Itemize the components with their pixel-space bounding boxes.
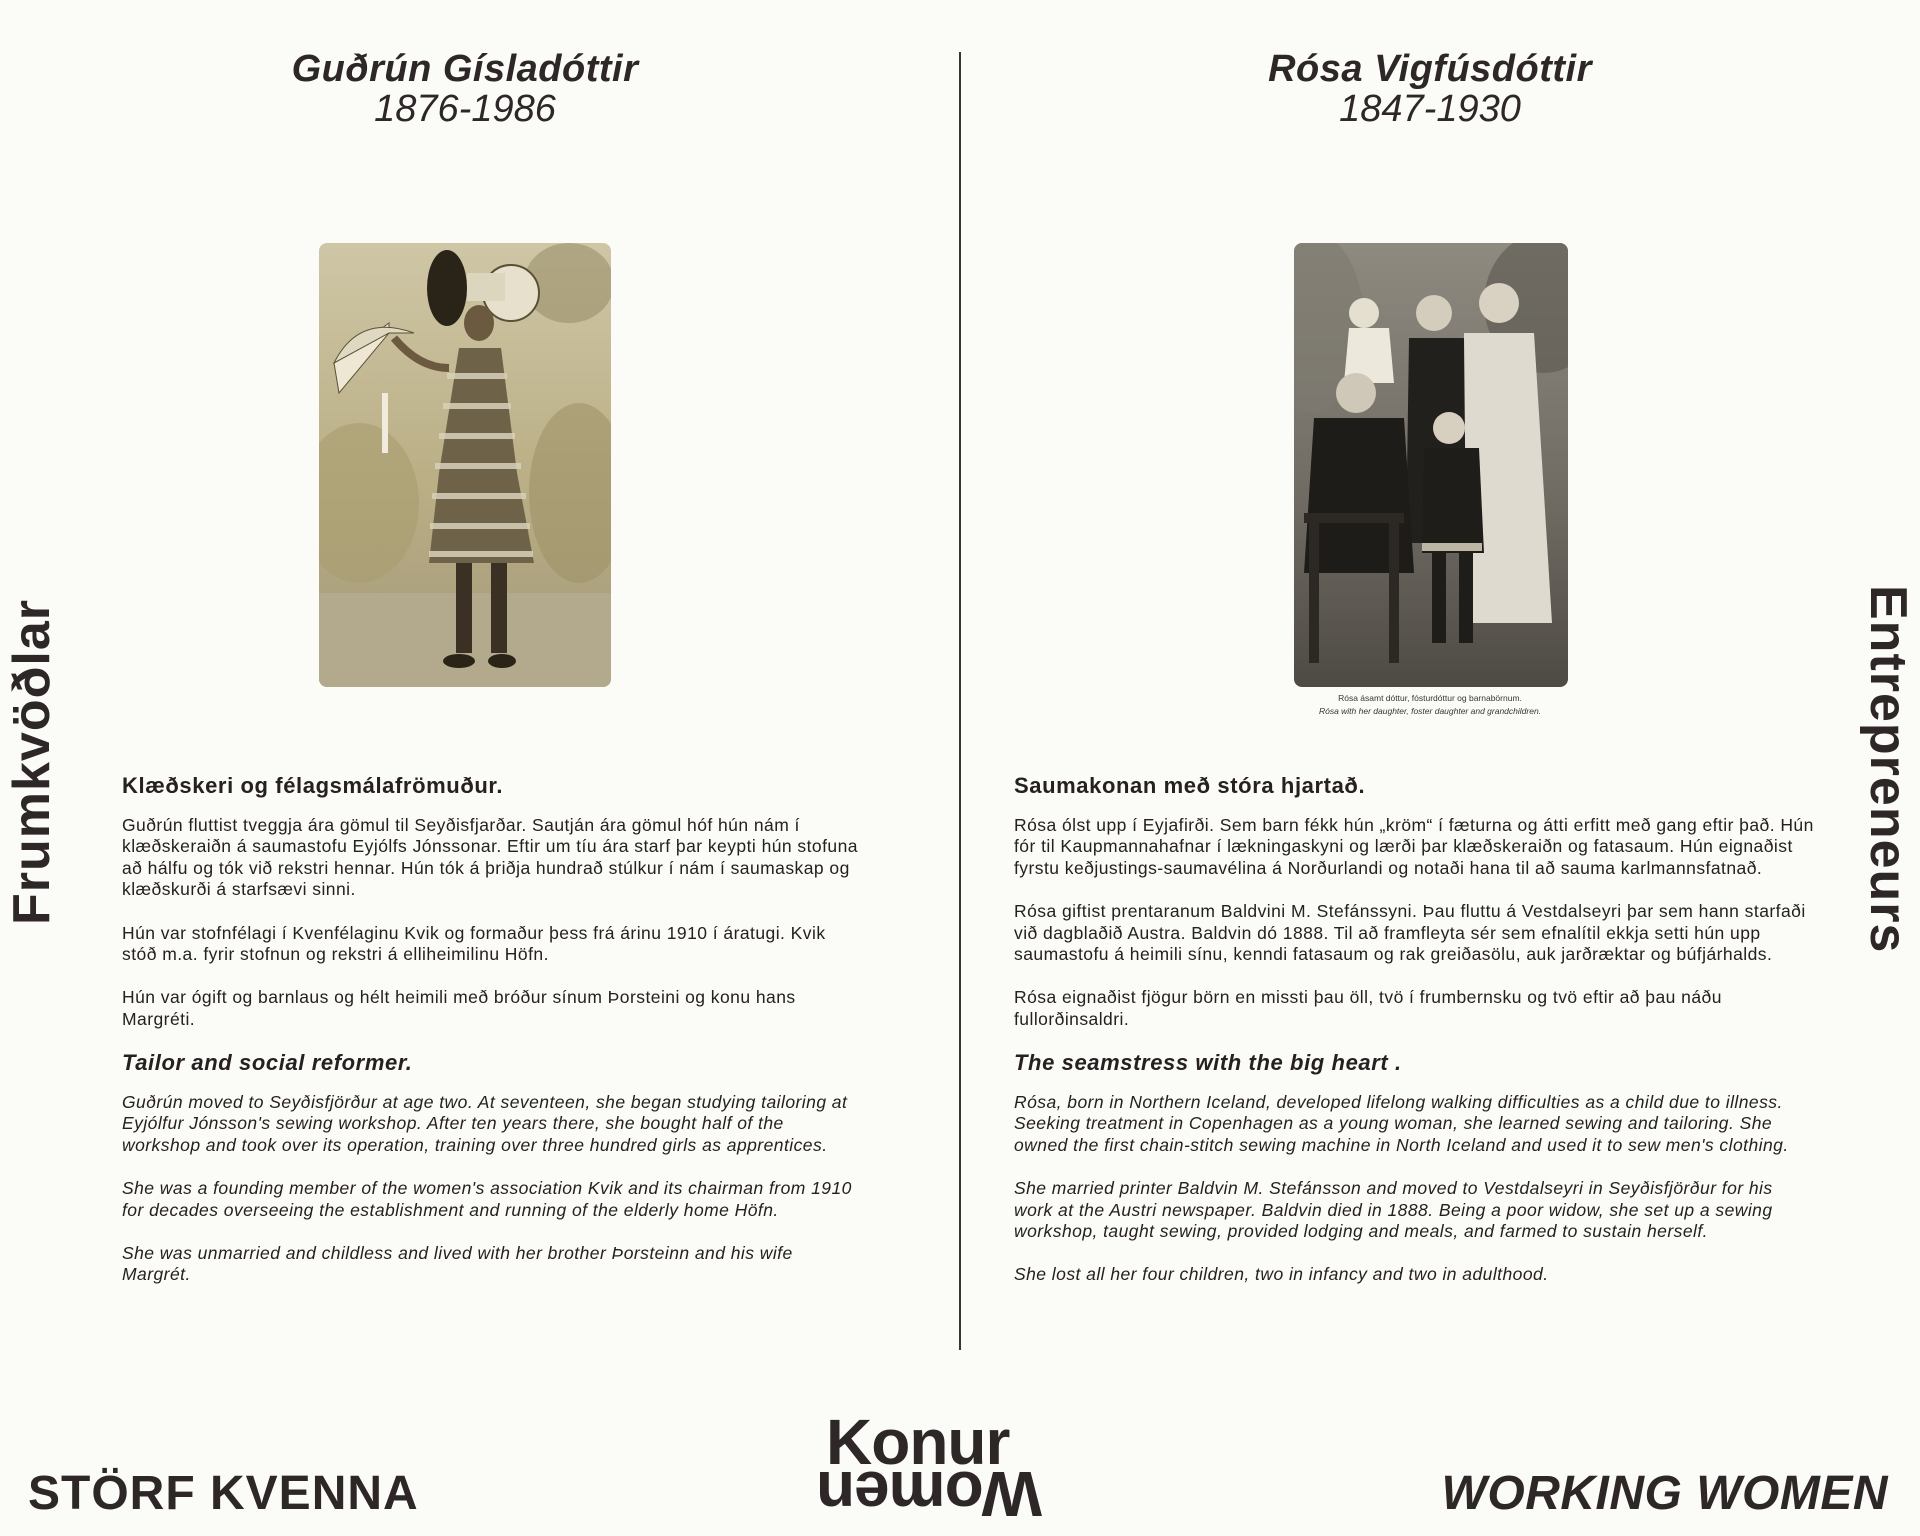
- center-divider: [959, 52, 961, 1350]
- right-text-column: [1014, 775, 1814, 1308]
- left-name: Guðrún Gísladóttir: [291, 48, 639, 90]
- left-paragraph-en-3: She was unmarried and childless and lived with her brother Þorsteinn and his wife Margrét.: [122, 1242, 793, 1285]
- side-label-right: Entrepreneurs: [1859, 585, 1917, 954]
- right-years: 1847-1930: [1339, 88, 1521, 130]
- logo-women: Women: [817, 1458, 1042, 1530]
- left-photo: [319, 243, 611, 687]
- footer-left-title: STÖRF KVENNA: [28, 1467, 419, 1520]
- right-paragraph-en-1: Rósa, born in Northern Iceland, developed lifelong walking difficulties as a child due to illness. Seeking treatment in Copenhagen as a young woman, she learned sewing and tailoring. She owned the first chain-stitch sewing machine in North Iceland and used it to sew men's clothing.: [1014, 1091, 1789, 1155]
- left-heading-en: Tailor and social reformer.: [122, 1050, 413, 1076]
- left-paragraph-is-2: Hún var stofnfélagi í Kvenfélaginu Kvik og formaður þess frá árinu 1910 í áratugi. Kvik stóð m.a. fyrir stofnun og rekstri á elliheimilinu Höfn.: [122, 922, 826, 965]
- right-photo: [1294, 243, 1568, 687]
- right-heading-en: The seamstress with the big heart .: [1014, 1050, 1402, 1076]
- right-paragraph-is-2: Rósa giftist prentaranum Baldvini M. Stefánssyni. Þau fluttu á Vestdalseyri þar sem hann starfaði við dagblaðið Austra. Baldvin dó 1888. Til að framfleyta sér sem efnalítil ekkja setti hún upp saumastofu á heimili sínu, kenndi fatasaum og rak greiðasölu, auk jarðræktar og búfjárhalds.: [1014, 900, 1806, 965]
- left-paragraph-en-1: Guðrún moved to Seyðisfjörður at age two. At seventeen, she began studying tailoring at Eyjólfur Jónsson's sewing workshop. After ten years there, she bought half of the workshop and took over its operation, training over three hundred girls as apprentices.: [122, 1091, 848, 1155]
- left-heading-is: Klæðskeri og félagsmálafrömuður.: [122, 773, 504, 798]
- caption-en: Rósa with her daughter, foster daughter and grandchildren.: [1318, 706, 1542, 716]
- right-name: Rósa Vigfúsdóttir: [1268, 48, 1592, 90]
- right-heading-is: Saumakonan með stóra hjartað.: [1014, 773, 1366, 798]
- footer-right-title: WORKING WOMEN: [1441, 1467, 1888, 1520]
- right-paragraph-en-3: She lost all her four children, two in infancy and two in adulthood.: [1014, 1264, 1549, 1285]
- left-paragraph-is-1: Guðrún fluttist tveggja ára gömul til Seyðisfjarðar. Sautján ára gömul hóf hún nám í klæðskeraiðn á saumastofu Eyjólfs Jónssonar. Eftir um tíu ára starf þar keypti hún stofuna að hálfu og tók við rekstri hennar. Hún tók á þriðja hundrað stúlkur í nám í saumaskap og klæðskurði á starfsævi sinni.: [122, 814, 858, 900]
- caption-is: Rósa ásamt dóttur, fósturdóttur og barnabörnum.: [1338, 693, 1522, 703]
- left-text-column: [122, 775, 862, 1308]
- side-label-left: Frumkvöðlar: [3, 599, 61, 925]
- right-paragraph-is-3: Rósa eignaðist fjögur börn en missti þau öll, tvö í frumbernsku og tvö eftir að þau náðu fullorðinsaldri.: [1014, 987, 1722, 1029]
- right-paragraph-en-2: She married printer Baldvin M. Stefánsson and moved to Vestdalseyri in Seyðisfjörður for his work at the Austri newspaper. Baldvin died in 1888. Being a poor widow, she set up a sewing workshop, taught sewing, provided lodging and meals, and farmed to sustain herself.: [1014, 1178, 1773, 1242]
- right-photo-caption: [1250, 692, 1610, 718]
- logo-konur: Konur: [826, 1406, 1010, 1478]
- right-paragraph-is-1: Rósa ólst upp í Eyjafirði. Sem barn fékk hún „kröm“ í fæturna og átti erfitt með gang eftir það. Hún fór til Kaupmannahafnar í lækningaskyni og lærði þar klæðskeraiðn og fatasaum. Hún eignaðist fyrstu keðjustings-saumavélina á Norðurlandi og notaði hana til að sauma karlmannsfatnað.: [1014, 814, 1814, 878]
- left-years: 1876-1986: [374, 88, 556, 130]
- left-paragraph-is-3: Hún var ógift og barnlaus og hélt heimili með bróður sínum Þorsteini og konu hans Margréti.: [122, 987, 796, 1029]
- left-paragraph-en-2: She was a founding member of the women's association Kvik and its chairman from 1910 for decades overseeing the establishment and running of the elderly home Höfn.: [122, 1178, 852, 1220]
